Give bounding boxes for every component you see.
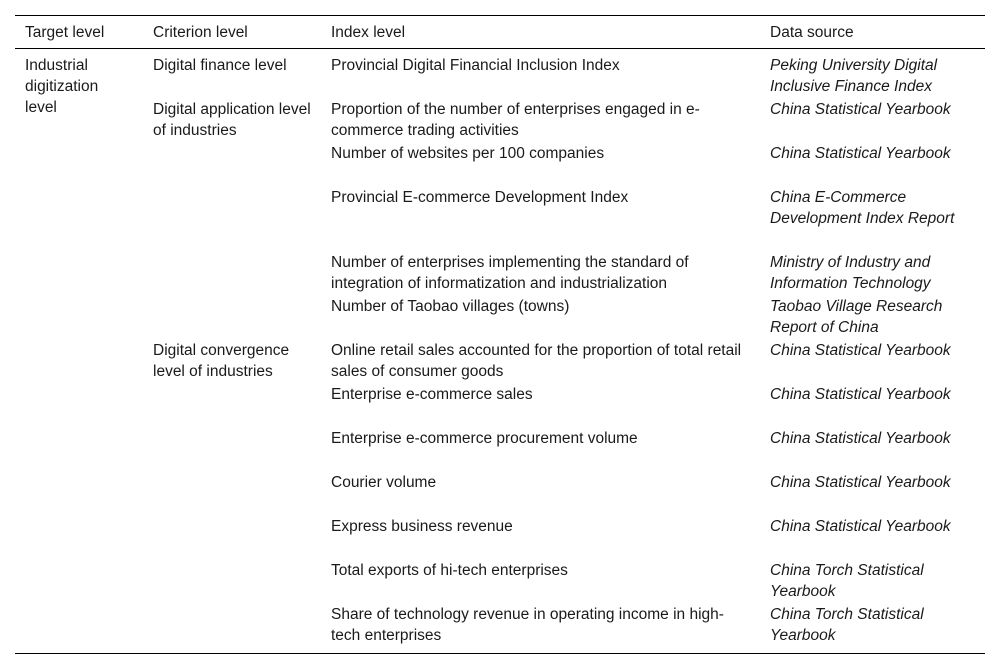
header-criterion-level: Criterion level	[153, 24, 248, 41]
table-row	[15, 339, 985, 383]
index-cell: Courier volume	[331, 474, 437, 491]
header-data-source: Data source	[770, 24, 854, 41]
criterion-application-cell: Digital application level of industries	[153, 101, 311, 139]
header-index-level: Index level	[331, 24, 406, 41]
source-cell: China Statistical Yearbook	[770, 474, 951, 491]
source-cell: Taobao Village Research Report of China	[770, 298, 943, 336]
index-cell: Total exports of hi-tech enterprises	[331, 562, 568, 579]
table-row	[15, 49, 985, 99]
source-cell: China Statistical Yearbook	[770, 386, 951, 403]
header-target-level: Target level	[25, 24, 105, 41]
index-cell: Number of enterprises implementing the standard of integration of informatization and industrialization	[331, 254, 689, 292]
source-cell: China E-Commerce Development Index Report	[770, 189, 955, 227]
index-cell: Enterprise e-commerce sales	[331, 386, 533, 403]
source-cell: China Torch Statistical Yearbook	[770, 606, 924, 644]
index-cell: Provincial Digital Financial Inclusion Index	[331, 57, 620, 74]
table-header	[15, 16, 985, 49]
source-cell: China Statistical Yearbook	[770, 430, 951, 447]
source-cell: China Statistical Yearbook	[770, 342, 951, 359]
source-cell: China Statistical Yearbook	[770, 101, 951, 118]
criterion-convergence-cell: Digital convergence level of industries	[153, 342, 290, 380]
table-body	[15, 49, 985, 654]
index-cell: Enterprise e-commerce procurement volume	[331, 430, 638, 447]
indicator-table	[15, 15, 985, 654]
source-cell: Ministry of Industry and Information Technology	[770, 254, 931, 292]
table-row	[15, 98, 985, 142]
index-cell: Provincial E-commerce Development Index	[331, 189, 629, 206]
index-cell: Share of technology revenue in operating income in high-tech enterprises	[331, 606, 724, 644]
source-cell: Peking University Digital Inclusive Finance Index	[770, 57, 938, 95]
criterion-finance-cell: Digital finance level	[153, 57, 287, 74]
source-cell: China Torch Statistical Yearbook	[770, 562, 924, 600]
index-cell: Number of websites per 100 companies	[331, 145, 605, 162]
source-cell: China Statistical Yearbook	[770, 518, 951, 535]
index-cell: Online retail sales accounted for the proportion of total retail sales of consumer goods	[331, 342, 742, 380]
index-cell: Express business revenue	[331, 518, 513, 535]
index-cell: Proportion of the number of enterprises engaged in e-commerce trading activities	[331, 101, 700, 139]
header-row	[15, 16, 985, 49]
source-cell: China Statistical Yearbook	[770, 145, 951, 162]
index-cell: Number of Taobao villages (towns)	[331, 298, 570, 315]
target-level-cell: Industrial digitization level	[25, 57, 99, 116]
